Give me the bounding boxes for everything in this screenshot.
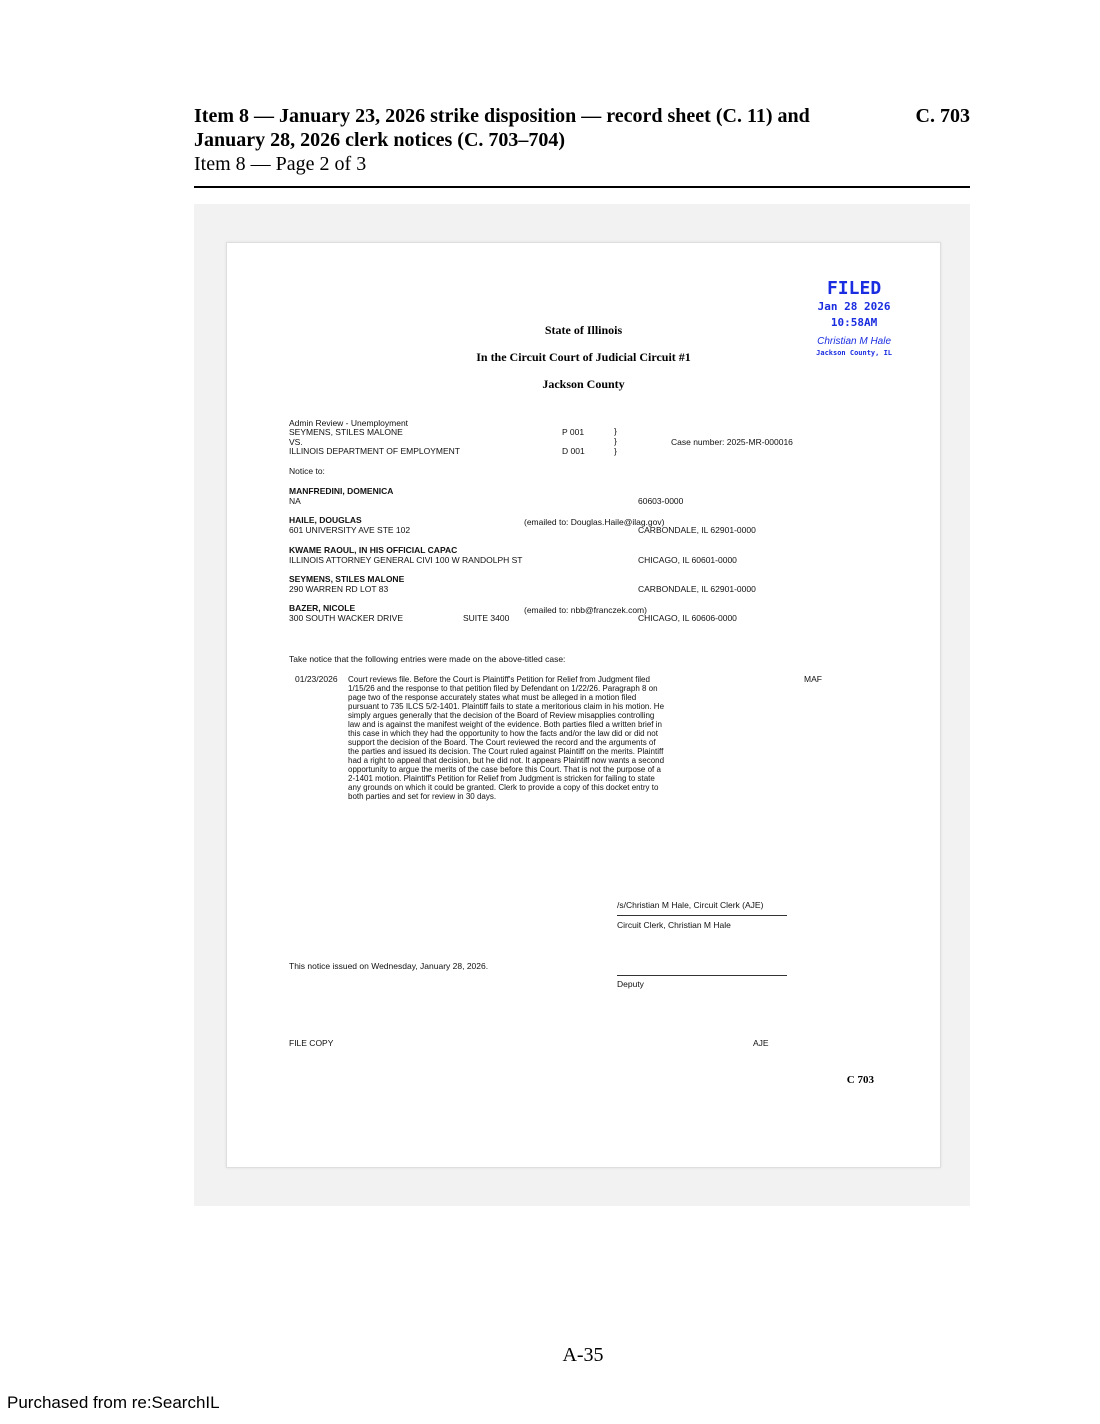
recipient-address: ILLINOIS ATTORNEY GENERAL CIVI 100 W RANDOLPH ST — [289, 555, 523, 565]
record-page-ref: C. 703 — [915, 105, 970, 127]
document-title: Item 8 — January 23, 2026 strike disposition — record sheet (C. 11) and January 28, 2026 clerk notices (C. 703–704) — [194, 105, 810, 151]
case-plaintiff: SEYMENS, STILES MALONE — [289, 427, 403, 437]
entry-date: 01/23/2026 — [295, 674, 338, 684]
stamp-clerk: Christian M Hale — [817, 336, 892, 347]
recipient-address: 290 WARREN RD LOT 83 — [289, 584, 389, 594]
case-vs: VS. — [289, 437, 303, 447]
record-page-number: C 703 — [846, 1074, 874, 1086]
signature-line — [617, 915, 787, 916]
case-number: Case number: 2025-MR-000016 — [671, 437, 793, 447]
court-state: State of Illinois — [544, 323, 623, 337]
recipient-city: CARBONDALE, IL 62901-0000 — [638, 525, 756, 535]
notice-sheet — [226, 242, 941, 1168]
docket-entry-text: Court reviews file. Before the Court is Plaintiff's Petition for Relief from Judgment filed 1/15/26 and the response to that petition filed by Defendant on 1/22/26. Paragraph 8 on page two of the response accurately states what must be alleged in a motion filed pursuant to 735 ILCS 5/2-1401. Plaintiff fails to state a meritorious claim in his motion. He simply argues generally that the decision of the Board of Review misapplies controlling law and is against the manifest weight of the evidence. Both parties filed a written brief in this case in which they had the opportunity to how the facts and/or the law did or did not support the decision of the Board. The Court reviewed the record and the arguments of the parties and issued its decision. The Court ruled against Plaintiff on the merits. Plaintiff had a right to appeal that decision, but he did not. It appears Plaintiff now wants a second opportunity to argue the merits of the case before this Court. That is not the purpose of a 2-1401 motion. Plaintiff's Petition for Relief from Judgment is stricken for failing to state any grounds on which it could be granted. Clerk to provide a copy of this docket entry to both parties and set for review in 30 days. — [348, 675, 665, 801]
recipient-email: (emailed to: nbb@franczek.com) — [524, 605, 647, 615]
deputy-label: Deputy — [617, 979, 644, 989]
notice-issued-date: This notice issued on Wednesday, January 28, 2026. — [289, 961, 489, 971]
deputy-signature-line — [617, 975, 787, 976]
recipient-address: NA — [289, 496, 301, 506]
case-type: Admin Review - Unemployment — [289, 418, 409, 428]
court-county: Jackson County — [542, 377, 625, 391]
recipient-name: HAILE, DOUGLAS — [289, 515, 362, 525]
clerk-name-line: Circuit Clerk, Christian M Hale — [617, 920, 731, 930]
notice-to-label: Notice to: — [289, 466, 325, 476]
case-brace: } — [614, 446, 617, 456]
recipient-city: 60603-0000 — [638, 496, 684, 506]
filed-stamp — [816, 279, 892, 358]
stamp-label: FILED — [826, 278, 882, 299]
document-subtitle: Item 8 — Page 2 of 3 — [194, 153, 367, 175]
recipient-suite: SUITE 3400 — [463, 613, 510, 623]
stamp-county: Jackson County, IL — [816, 349, 892, 357]
take-notice-text: Take notice that the following entries were made on the above-titled case: — [289, 654, 566, 664]
recipient-city: CHICAGO, IL 60601-0000 — [638, 555, 737, 565]
defendant-code: D 001 — [562, 446, 585, 456]
recipient-name: BAZER, NICOLE — [289, 603, 356, 613]
plaintiff-code: P 001 — [562, 427, 585, 437]
court-circuit: In the Circuit Court of Judicial Circuit #1 — [476, 350, 691, 364]
recipient-city: CARBONDALE, IL 62901-0000 — [638, 584, 756, 594]
recipient-name: SEYMENS, STILES MALONE — [289, 574, 405, 584]
recipient-email: (emailed to: Douglas.Haile@ilag.gov) — [524, 517, 665, 527]
entry-initials: MAF — [804, 674, 822, 684]
stamp-date: Jan 28 2026 — [817, 300, 891, 313]
clerk-initials: AJE — [753, 1038, 769, 1048]
appendix-page-number: A-35 — [562, 1344, 604, 1366]
stamp-time: 10:58AM — [830, 316, 878, 329]
clerk-signature: /s/Christian M Hale, Circuit Clerk (AJE) — [617, 900, 764, 910]
case-defendant: ILLINOIS DEPARTMENT OF EMPLOYMENT — [289, 446, 460, 456]
recipient-name: MANFREDINI, DOMENICA — [289, 486, 394, 496]
header-rule — [194, 186, 970, 188]
case-brace: } — [614, 436, 617, 446]
case-brace: } — [614, 426, 617, 436]
purchase-notice: Purchased from re:SearchIL — [7, 1393, 220, 1412]
file-copy-label: FILE COPY — [289, 1038, 334, 1048]
recipient-address: 300 SOUTH WACKER DRIVE — [289, 613, 403, 623]
recipient-name: KWAME RAOUL, IN HIS OFFICIAL CAPAC — [289, 545, 458, 555]
recipient-city: CHICAGO, IL 60606-0000 — [638, 613, 737, 623]
recipient-address: 601 UNIVERSITY AVE STE 102 — [289, 525, 411, 535]
